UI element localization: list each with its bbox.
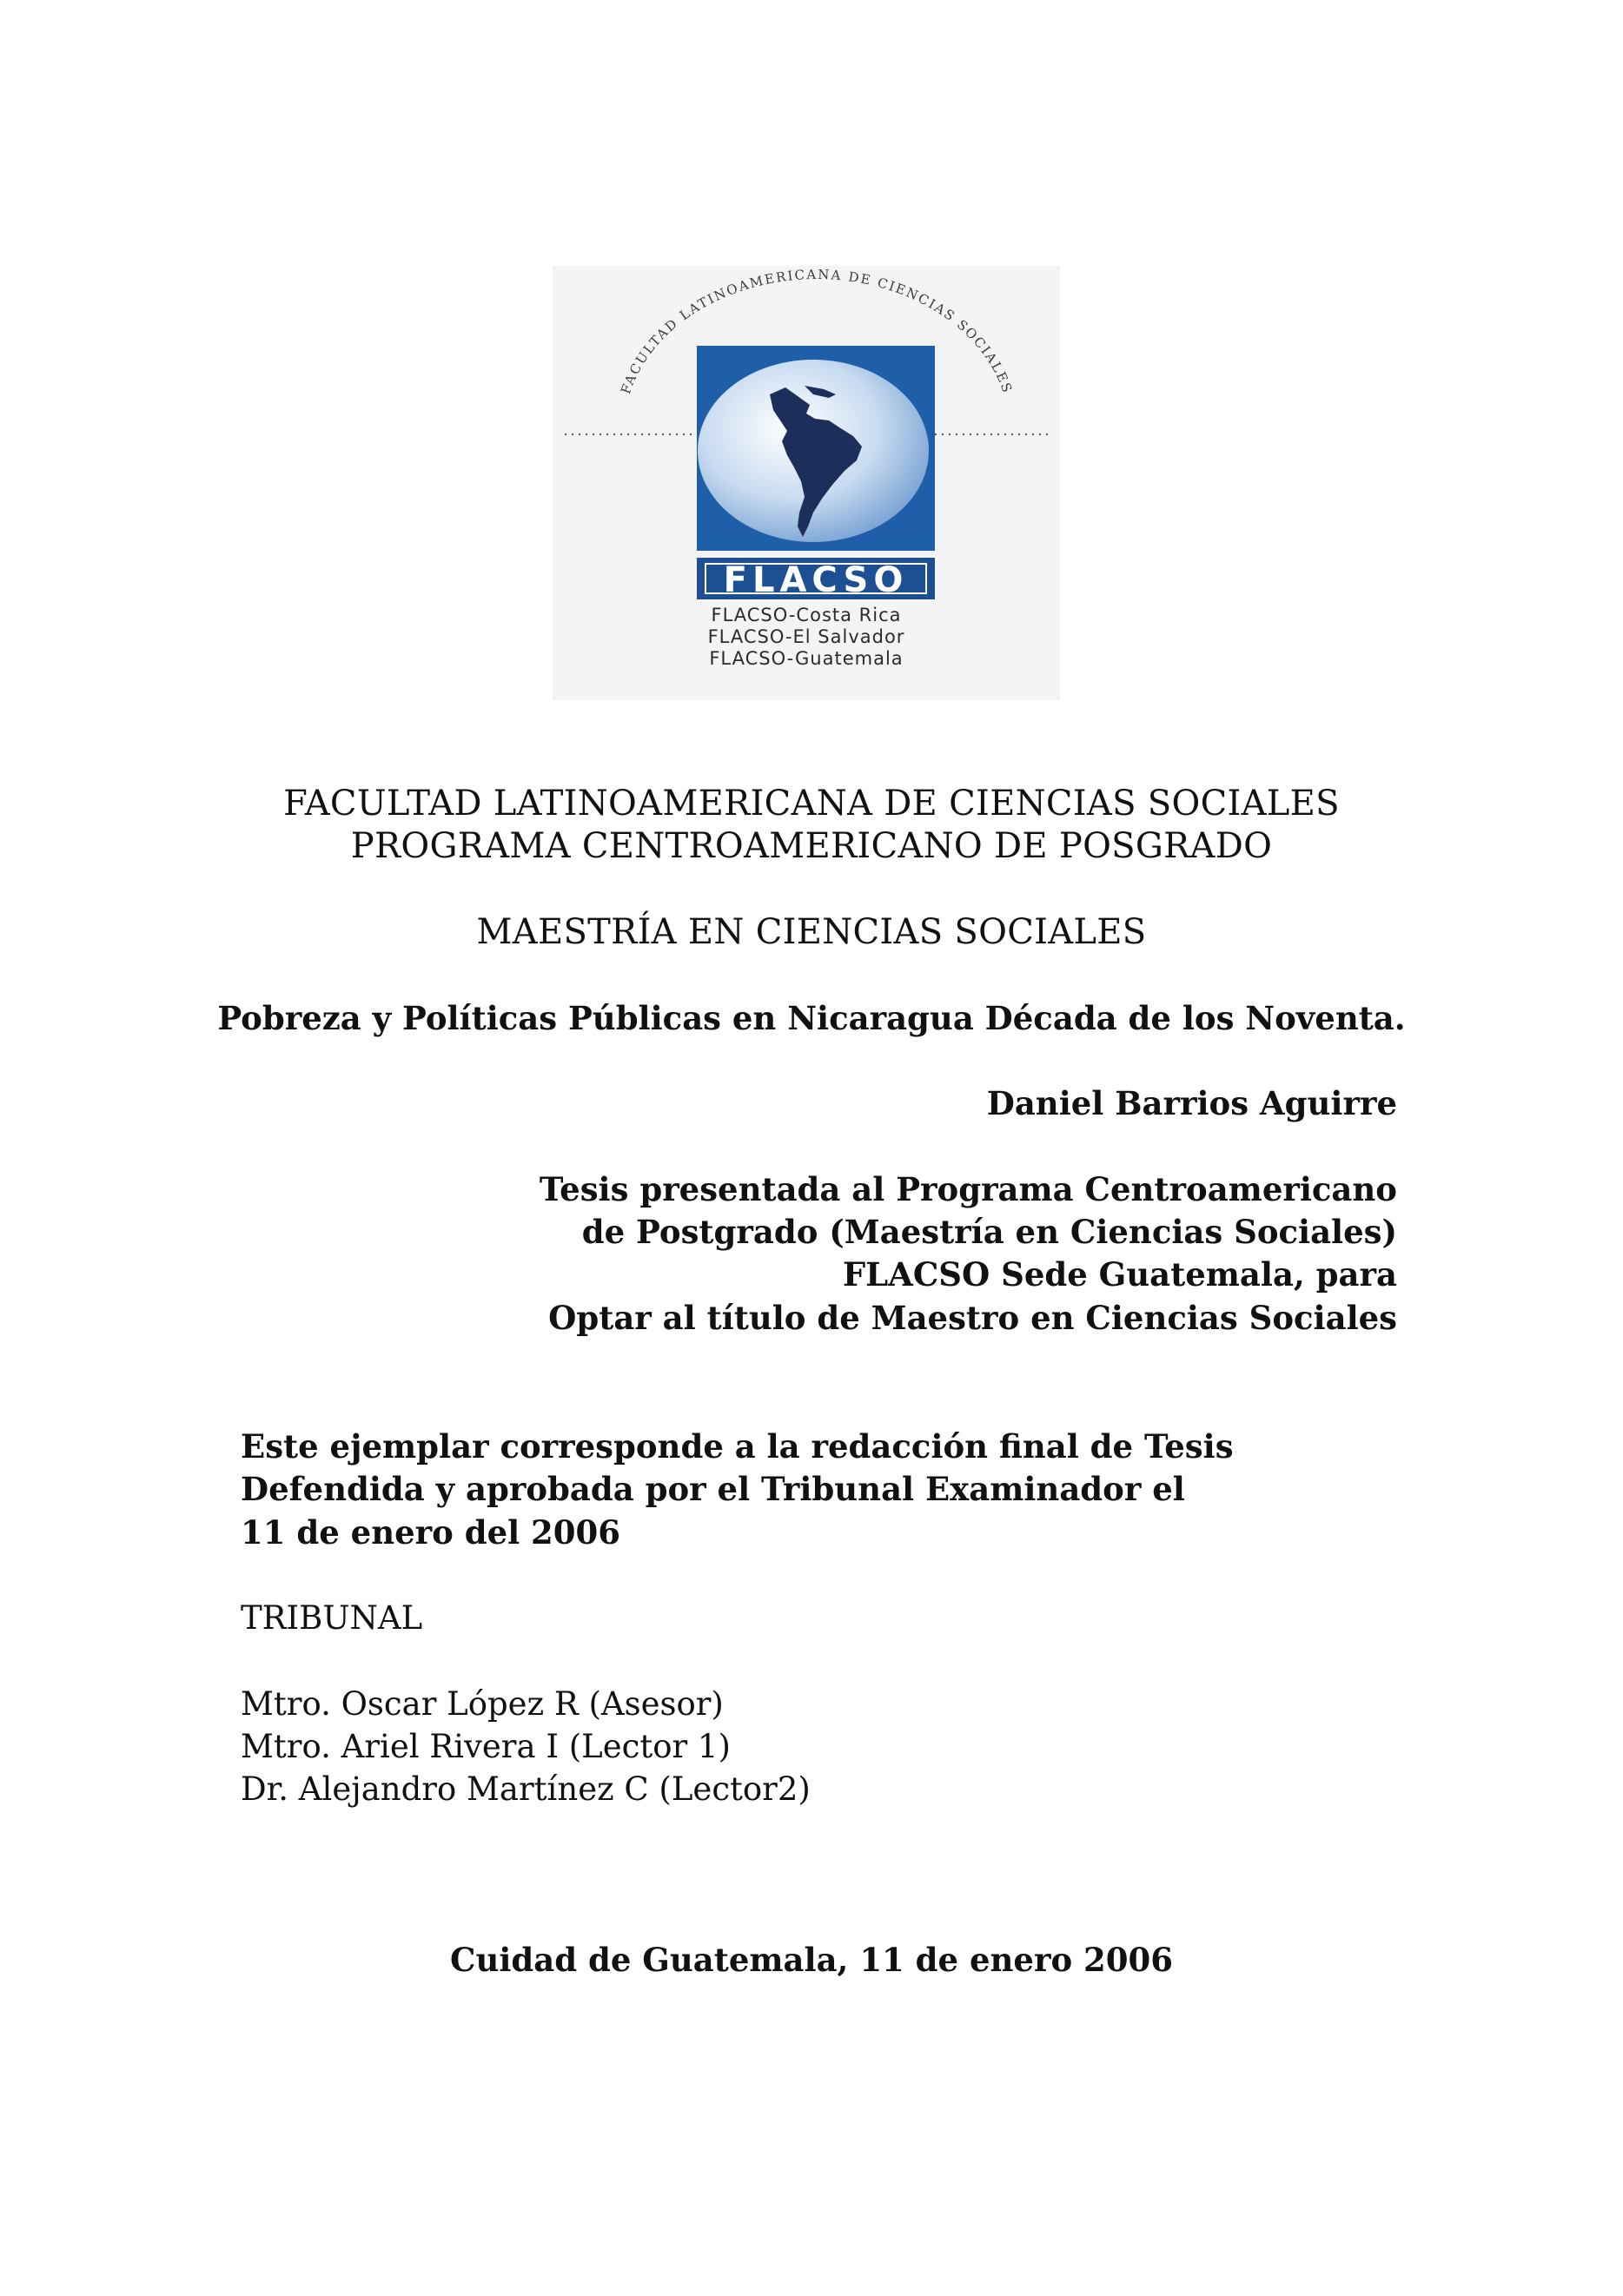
place-and-date: Cuidad de Guatemala, 11 de enero 2006 — [450, 1941, 1173, 1979]
logo-site-costa-rica: FLACSO-Costa Rica — [711, 605, 902, 625]
presentation-line-1: Tesis presentada al Programa Centroamericano — [539, 1170, 1397, 1208]
tribunal-member-3: Dr. Alejandro Martínez C (Lector2) — [241, 1770, 811, 1808]
flacso-logo — [553, 266, 1060, 700]
tribunal-heading: TRIBUNAL — [241, 1599, 423, 1637]
thesis-title: Pobreza y Políticas Públicas en Nicaragua Década de los Noventa. — [217, 999, 1406, 1037]
tribunal-member-1: Mtro. Oscar López R (Asesor) — [241, 1685, 724, 1723]
approval-line-1: Este ejemplar corresponde a la redacción final de Tesis — [241, 1427, 1234, 1466]
thesis-author: Daniel Barrios Aguirre — [986, 1084, 1397, 1122]
tribunal-member-2: Mtro. Ariel Rivera I (Lector 1) — [241, 1728, 731, 1765]
institution-name: FACULTAD LATINOAMERICANA DE CIENCIAS SOCIALES — [283, 784, 1340, 824]
logo-site-list — [553, 605, 1060, 670]
logo-site-guatemala: FLACSO-Guatemala — [709, 648, 904, 669]
logo-site-el-salvador: FLACSO-El Salvador — [707, 626, 905, 647]
approval-line-3: 11 de enero del 2006 — [241, 1513, 621, 1552]
presentation-line-4: Optar al título de Maestro en Ciencias Sociales — [548, 1299, 1397, 1337]
presentation-line-3: FLACSO Sede Guatemala, para — [842, 1255, 1397, 1294]
degree-name: MAESTRÍA EN CIENCIAS SOCIALES — [476, 912, 1147, 952]
presentation-line-2: de Postgrado (Maestría en Ciencias Sociales) — [581, 1213, 1397, 1251]
logo-wordmark: FLACSO — [723, 560, 909, 600]
approval-line-2: Defendida y aprobada por el Tribunal Examinador el — [241, 1470, 1185, 1508]
program-name: PROGRAMA CENTROAMERICANO DE POSGRADO — [350, 826, 1273, 866]
logo-arc-text: FACULTAD LATINOAMERICANA DE CIENCIAS SOCIALES — [618, 266, 1016, 396]
